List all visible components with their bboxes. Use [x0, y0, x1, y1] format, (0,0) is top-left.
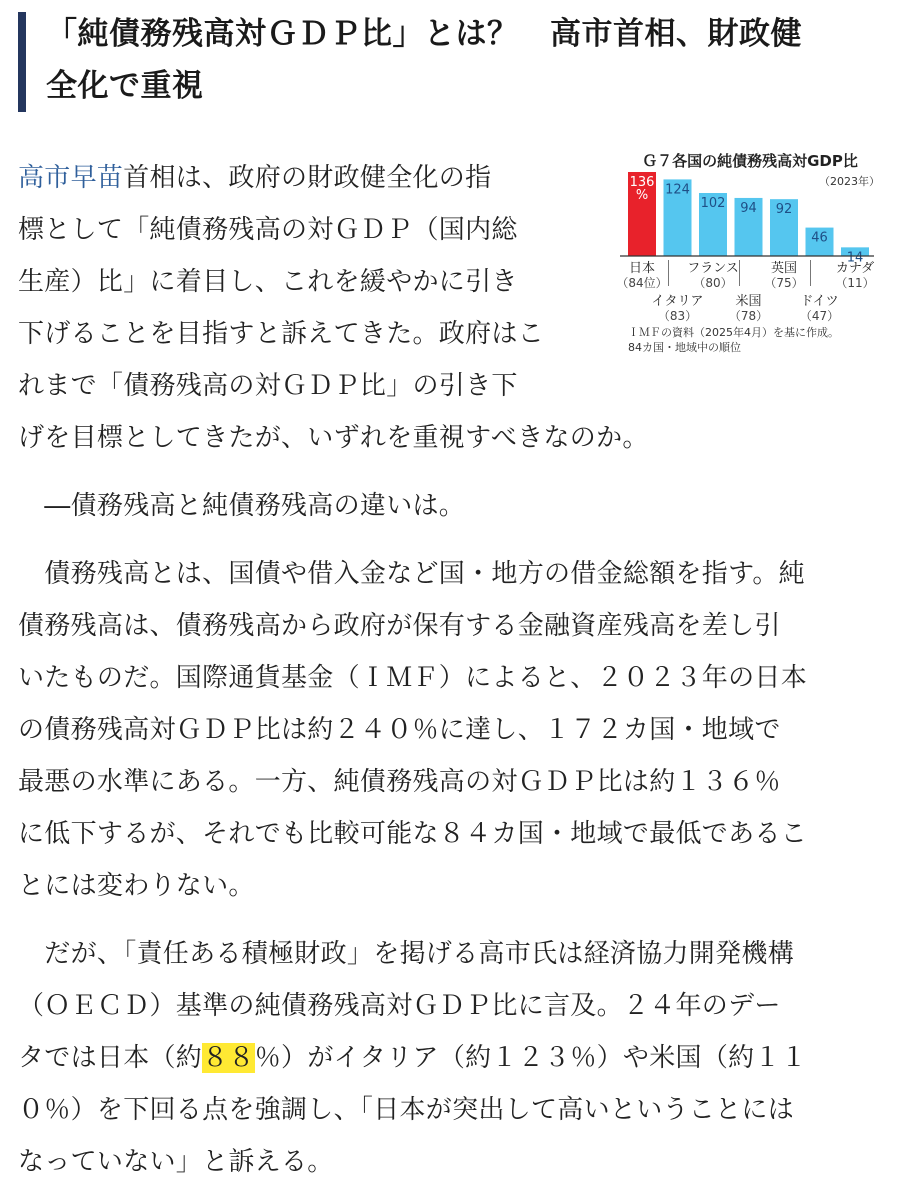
paragraph-1-last-line: げを目標としてきたが、いずれを重視すべきなのか。 — [18, 423, 649, 453]
paragraph-3-line: いたものだ。国際通貨基金（ＩＭＦ）によると、２０２３年の日本 — [18, 663, 808, 693]
chart-category-label: ドイツ — [800, 294, 839, 309]
chart-subtitle: （2023年） — [819, 175, 880, 188]
chart-source-note: ＩＭＦの資料（2025年4月）を基に作成。 — [628, 326, 839, 339]
paragraph-4-line: ０％）を下回る点を強調し、「日本が突出して高いということには — [18, 1095, 795, 1125]
paragraph-4-line: （ＯＥＣＤ）基準の純債務残高対ＧＤＰ比に言及。２４年のデー — [18, 991, 781, 1021]
heading-line-1: 「純債務残高対ＧＤＰ比」とは？ 高市首相、財政健 — [46, 16, 802, 52]
article-heading — [18, 6, 888, 114]
paragraph-3-line: の債務残高対ＧＤＰ比は約２４０％に達し、１７２カ国・地域で — [18, 715, 781, 745]
paragraph-4-line: だが、「責任ある積極財政」を掲げる高市氏は経済協力開発機構 — [18, 939, 795, 969]
chart-category-label: 英国 — [770, 261, 798, 276]
paragraph-3-line: 債務残高とは、国債や借入金など国・地方の借金総額を指す。純 — [18, 559, 805, 589]
paragraph-1-line: 下げることを目指すと訴えてきた。政府はこ — [18, 319, 545, 349]
chart-rank-label: （47） — [799, 309, 840, 323]
paragraph-3-line: とには変わりない。 — [18, 871, 255, 901]
chart-svg — [612, 148, 888, 360]
question-paragraph: ―債務残高と純債務残高の違いは。 — [18, 491, 466, 521]
chart-value-label: 46 — [811, 230, 828, 246]
paragraph-1 — [18, 152, 588, 412]
chart-source-note: 84カ国・地域中の順位 — [628, 341, 741, 354]
chart-value-label: 136 — [629, 175, 655, 190]
chart-value-label: 14 — [846, 250, 864, 266]
paragraph-4-line: タでは日本（約８８％）がイタリア（約１２３％）や米国（約１１ — [18, 1043, 808, 1073]
paragraph-3-line: 債務残高は、債務残高から政府が保有する金融資産残高を差し引 — [18, 611, 781, 641]
chart-value-label: % — [635, 188, 649, 203]
paragraph-3-line: に低下するが、それでも比較可能な８４カ国・地域で最低であるこ — [18, 819, 808, 849]
chart-rank-label: （83） — [657, 309, 698, 323]
heading-line-2: 全化で重視 — [46, 68, 204, 104]
chart-rank-label: （11） — [835, 276, 875, 290]
chart-rank-label: （84位） — [616, 276, 668, 290]
heading-title — [46, 8, 886, 112]
chart-category-label: カナダ — [835, 261, 875, 276]
paragraph-1-line: 標として「純債務残高の対ＧＤＰ（国内総 — [18, 215, 518, 245]
chart-category-label: 米国 — [735, 294, 762, 309]
paragraph-1-line: 生産）比」に着目し、これを緩やかに引き — [18, 267, 518, 297]
heading-accent-bar — [18, 12, 26, 112]
chart-rank-label: （80） — [693, 276, 733, 290]
highlighted-value: ８８ — [202, 1043, 255, 1073]
chart-value-label: 92 — [775, 202, 793, 218]
chart-value-label: 102 — [700, 196, 726, 211]
paragraph-4 — [18, 928, 888, 1188]
g7-net-debt-chart — [612, 148, 888, 360]
paragraph-3 — [18, 548, 888, 912]
paragraph-1-line: れまで「債務残高の対ＧＤＰ比」の引き下 — [18, 371, 518, 401]
paragraph-1-line: 高市早苗首相は、政府の財政健全化の指 — [18, 163, 492, 193]
chart-rank-label: （78） — [728, 309, 769, 323]
person-link[interactable]: 高市早苗 — [18, 163, 124, 193]
chart-value-label: 94 — [740, 200, 757, 216]
chart-rank-label: （75） — [764, 276, 804, 290]
chart-category-label: 日本 — [628, 261, 656, 276]
chart-title: Ｇ７各国の純債務残高対GDP比 — [642, 152, 858, 170]
chart-value-label: 124 — [665, 182, 690, 198]
chart-category-label: イタリア — [651, 294, 704, 309]
chart-category-label: フランス — [687, 261, 739, 276]
paragraph-3-line: 最悪の水準にある。一方、純債務残高の対ＧＤＰ比は約１３６％ — [18, 767, 781, 797]
paragraph-4-line: なっていない」と訴える。 — [18, 1147, 334, 1177]
